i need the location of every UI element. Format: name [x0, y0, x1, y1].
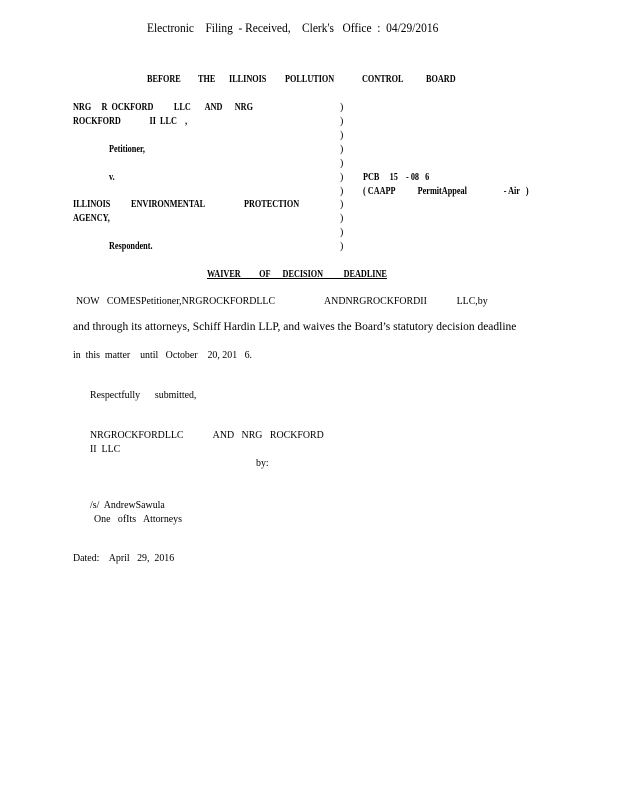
dated-line: Dated: April 29, 2016: [73, 552, 175, 564]
petitioner-name-line2: ROCKFORD II LLC ,: [73, 116, 188, 127]
document-title: WAIVER OF DECISION DEADLINE: [207, 269, 387, 280]
signer-line-2: II LLC: [90, 443, 121, 455]
case-type: ( CAAPP PermitAppeal - Air ): [363, 186, 529, 197]
caption-bracket: ): [340, 116, 344, 127]
caption-bracket: ): [340, 102, 344, 113]
board-heading-word: BEFORE: [147, 74, 181, 85]
signature-role: One ofIts Attorneys: [94, 513, 182, 525]
caption-bracket: ): [340, 144, 344, 155]
versus: v.: [109, 172, 115, 183]
body-line-1: NOW COMESPetitioner,NRGROCKFORDLLC ANDNRGROCKFORDII LLC,by: [76, 295, 488, 307]
by-label: by:: [256, 457, 269, 469]
caption-bracket: ): [340, 186, 344, 197]
caption-bracket: ): [340, 213, 344, 224]
case-number: PCB 15 - 08 6: [363, 172, 430, 183]
body-line-3: in this matter until October 20, 201 6.: [73, 349, 253, 361]
board-heading-word: CONTROL: [362, 74, 404, 85]
board-heading-word: THE: [198, 74, 216, 85]
caption-bracket: ): [340, 227, 344, 238]
respondent-name-word: ILLINOIS: [73, 199, 111, 210]
board-heading-word: ILLINOIS: [229, 74, 267, 85]
filing-stamp: Electronic Filing - Received, Clerk's Office : 04/29/2016: [147, 20, 439, 35]
body-line-2: and through its attorneys, Schiff Hardin LLP, and waives the Board’s statutory decision deadline: [73, 321, 517, 333]
caption-bracket: ): [340, 241, 344, 252]
petitioner-role: Petitioner,: [109, 144, 145, 155]
caption-bracket: ): [340, 172, 344, 183]
closing: Respectfully submitted,: [90, 389, 197, 401]
respondent-role: Respondent.: [109, 241, 153, 252]
respondent-name-line2: AGENCY,: [73, 213, 110, 224]
respondent-name-word: ENVIRONMENTAL: [131, 199, 206, 210]
petitioner-name-line1: NRG R OCKFORD LLC AND NRG: [73, 102, 253, 113]
signature: /s/ AndrewSawula: [90, 499, 165, 511]
signer-line-1: NRGROCKFORDLLC AND NRG ROCKFORD: [90, 429, 324, 441]
caption-bracket: ): [340, 158, 344, 169]
board-heading-word: POLLUTION: [285, 74, 335, 85]
caption-bracket: ): [340, 199, 344, 210]
caption-bracket: ): [340, 130, 344, 141]
board-heading-word: BOARD: [426, 74, 456, 85]
respondent-name-word: PROTECTION: [244, 199, 300, 210]
